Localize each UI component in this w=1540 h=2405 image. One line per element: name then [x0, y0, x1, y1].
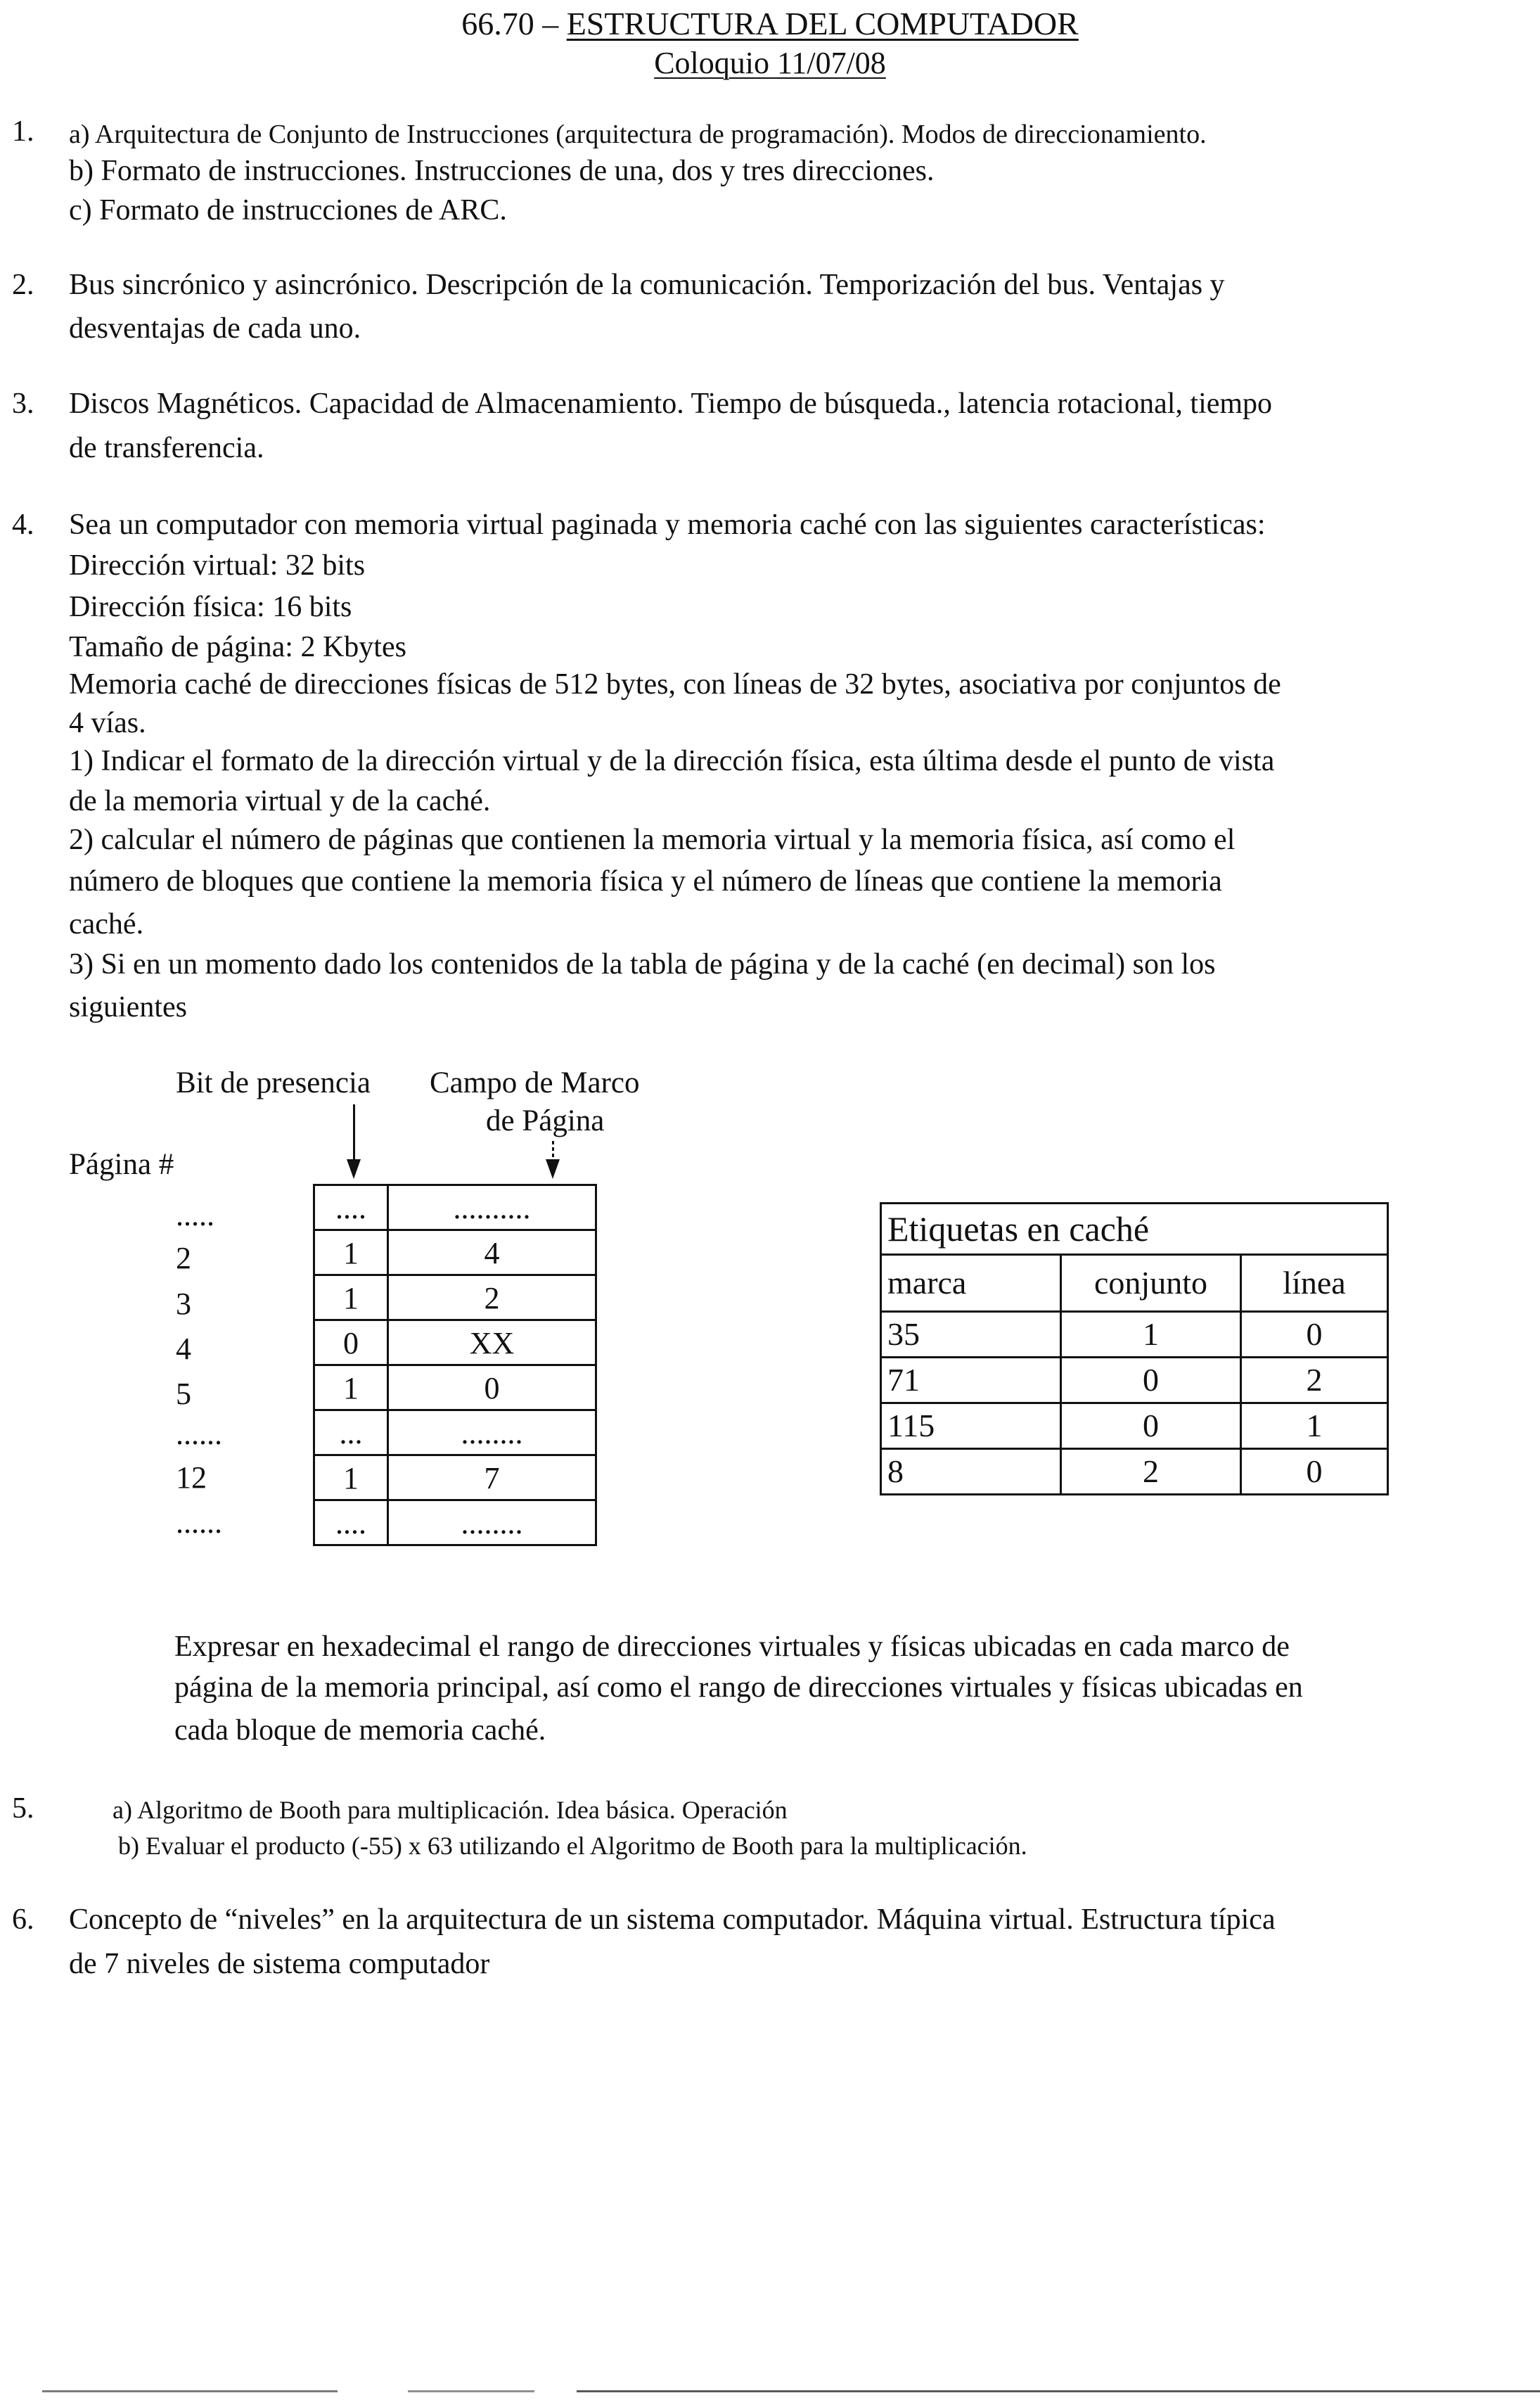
frame-field-label: Campo de Marco — [430, 1066, 640, 1099]
cache-tags-table — [880, 1202, 1389, 1495]
page-number-label: Página # — [69, 1148, 174, 1181]
page-table-row — [314, 1185, 596, 1230]
question-line: de la memoria virtual y de la caché. — [69, 785, 491, 817]
presence-bit-label: Bit de presencia — [176, 1066, 371, 1099]
presence-bit-cell: .... — [314, 1185, 388, 1230]
question-line: desventajas de cada uno. — [69, 312, 361, 345]
page-number: 5 — [176, 1377, 191, 1411]
set-cell: 0 — [1061, 1403, 1241, 1449]
presence-bit-arrow-shaft — [353, 1104, 355, 1161]
page-number: ...... — [176, 1417, 222, 1451]
line-cell: 2 — [1241, 1358, 1388, 1403]
question-line: Concepto de “niveles” en la arquitectura de un sistema computador. Máquina virtual. Estructura típica — [69, 1903, 1276, 1936]
course-name: ESTRUCTURA DEL COMPUTADOR — [566, 6, 1079, 42]
question-line: b) Evaluar el producto (-55) x 63 utilizando el Algoritmo de Booth para la multiplicación. — [118, 1832, 1027, 1860]
frame-field-arrow-icon — [546, 1159, 560, 1179]
presence-bit-cell: 1 — [314, 1365, 388, 1410]
cache-table-row — [881, 1358, 1388, 1403]
question-number: 5. — [12, 1792, 34, 1825]
question-line: número de bloques que contiene la memoria física y el número de líneas que contiene la memoria — [69, 865, 1222, 898]
page-number: 12 — [176, 1460, 207, 1495]
question-line: 3) Si en un momento dado los contenidos de la tabla de página y de la caché (en decimal) son los — [69, 948, 1216, 981]
column-header-set: conjunto — [1061, 1255, 1241, 1312]
line-cell: 0 — [1241, 1312, 1388, 1358]
page-table-row — [314, 1455, 596, 1500]
question-line: página de la memoria principal, así como el rango de direcciones virtuales y físicas ubicadas en — [174, 1671, 1303, 1704]
scan-artifact-line — [42, 2390, 338, 2392]
cache-table-row — [881, 1312, 1388, 1358]
frame-cell: ........ — [388, 1500, 596, 1545]
question-line: de 7 niveles de sistema computador — [69, 1948, 490, 1980]
line-cell: 0 — [1241, 1449, 1388, 1495]
presence-bit-cell: 1 — [314, 1455, 388, 1500]
frame-cell: .......... — [388, 1185, 596, 1230]
tag-cell: 71 — [881, 1358, 1061, 1403]
page-table-row — [314, 1500, 596, 1545]
page-number: 3 — [176, 1287, 191, 1321]
frame-cell: ........ — [388, 1410, 596, 1455]
page-table — [313, 1184, 597, 1546]
scan-artifact-line — [408, 2390, 534, 2392]
exam-date-heading — [0, 45, 1540, 82]
question-line: c) Formato de instrucciones de ARC. — [69, 194, 507, 227]
frame-cell: XX — [388, 1320, 596, 1365]
course-code: 66.70 – — [461, 6, 567, 42]
tag-cell: 35 — [881, 1312, 1061, 1358]
question-line: Expresar en hexadecimal el rango de direcciones virtuales y físicas ubicadas en cada marco de — [174, 1631, 1290, 1663]
column-header-tag: marca — [881, 1255, 1061, 1312]
cache-table-row — [881, 1403, 1388, 1449]
presence-bit-cell: ... — [314, 1410, 388, 1455]
page-number: 4 — [176, 1332, 191, 1366]
presence-bit-cell: 1 — [314, 1275, 388, 1320]
question-line: caché. — [69, 908, 144, 940]
question-number: 3. — [12, 388, 34, 420]
question-line: Dirección física: 16 bits — [69, 591, 352, 623]
presence-bit-cell: 1 — [314, 1230, 388, 1275]
frame-cell: 7 — [388, 1455, 596, 1500]
question-line: Dirección virtual: 32 bits — [69, 549, 366, 582]
line-cell: 1 — [1241, 1403, 1388, 1449]
question-line: Discos Magnéticos. Capacidad de Almacenamiento. Tiempo de búsqueda., latencia rotacional, tiempo — [69, 388, 1273, 420]
question-line: a) Arquitectura de Conjunto de Instrucciones (arquitectura de programación). Modos de direccionamiento. — [69, 120, 1207, 149]
page-number: ...... — [176, 1505, 222, 1540]
question-line: 2) calcular el número de páginas que contienen la memoria virtual y la memoria física, así como el — [69, 824, 1236, 856]
frame-cell: 2 — [388, 1275, 596, 1320]
question-line: cada bloque de memoria caché. — [174, 1714, 546, 1747]
set-cell: 0 — [1061, 1358, 1241, 1403]
page-number: 2 — [176, 1241, 191, 1275]
page-table-row — [314, 1230, 596, 1275]
question-line: Sea un computador con memoria virtual paginada y memoria caché con las siguientes características: — [69, 509, 1266, 541]
frame-cell: 4 — [388, 1230, 596, 1275]
page-table-row — [314, 1365, 596, 1410]
question-line: Tamaño de página: 2 Kbytes — [69, 631, 406, 663]
cache-table-header-row — [881, 1255, 1388, 1312]
question-number: 2. — [12, 269, 34, 301]
question-line: a) Algoritmo de Booth para multiplicación. Idea básica. Operación — [113, 1796, 788, 1824]
set-cell: 1 — [1061, 1312, 1241, 1358]
exam-date: Coloquio 11/07/08 — [654, 46, 886, 80]
set-cell: 2 — [1061, 1449, 1241, 1495]
presence-bit-arrow-icon — [347, 1159, 361, 1179]
question-number: 6. — [12, 1903, 34, 1936]
question-line: Bus sincrónico y asincrónico. Descripción de la comunicación. Temporización del bus. Ventajas y — [69, 269, 1225, 301]
presence-bit-cell: .... — [314, 1500, 388, 1545]
page-number: ..... — [176, 1198, 214, 1232]
question-line: 1) Indicar el formato de la dirección virtual y de la dirección física, esta última desde el punto de vista — [69, 745, 1275, 777]
tag-cell: 115 — [881, 1403, 1061, 1449]
cache-table-row — [881, 1449, 1388, 1495]
question-line: siguientes — [69, 991, 187, 1023]
question-line: de transferencia. — [69, 432, 264, 464]
column-header-line: línea — [1241, 1255, 1388, 1312]
question-line: Memoria caché de direcciones físicas de 512 bytes, con líneas de 32 bytes, asociativa por conjuntos de — [69, 668, 1281, 701]
page-table-row — [314, 1410, 596, 1455]
question-number: 1. — [12, 115, 34, 148]
frame-field-label-line2: de Página — [486, 1104, 605, 1137]
scan-artifact-line — [577, 2390, 1540, 2392]
question-number: 4. — [12, 509, 34, 541]
tag-cell: 8 — [881, 1449, 1061, 1495]
page-table-row — [314, 1275, 596, 1320]
frame-cell: 0 — [388, 1365, 596, 1410]
question-line: 4 vías. — [69, 707, 146, 739]
question-line: b) Formato de instrucciones. Instrucciones de una, dos y tres direcciones. — [69, 155, 935, 187]
cache-table-caption: Etiquetas en caché — [881, 1204, 1388, 1255]
page-table-row — [314, 1320, 596, 1365]
presence-bit-cell: 0 — [314, 1320, 388, 1365]
document-title — [0, 6, 1540, 42]
